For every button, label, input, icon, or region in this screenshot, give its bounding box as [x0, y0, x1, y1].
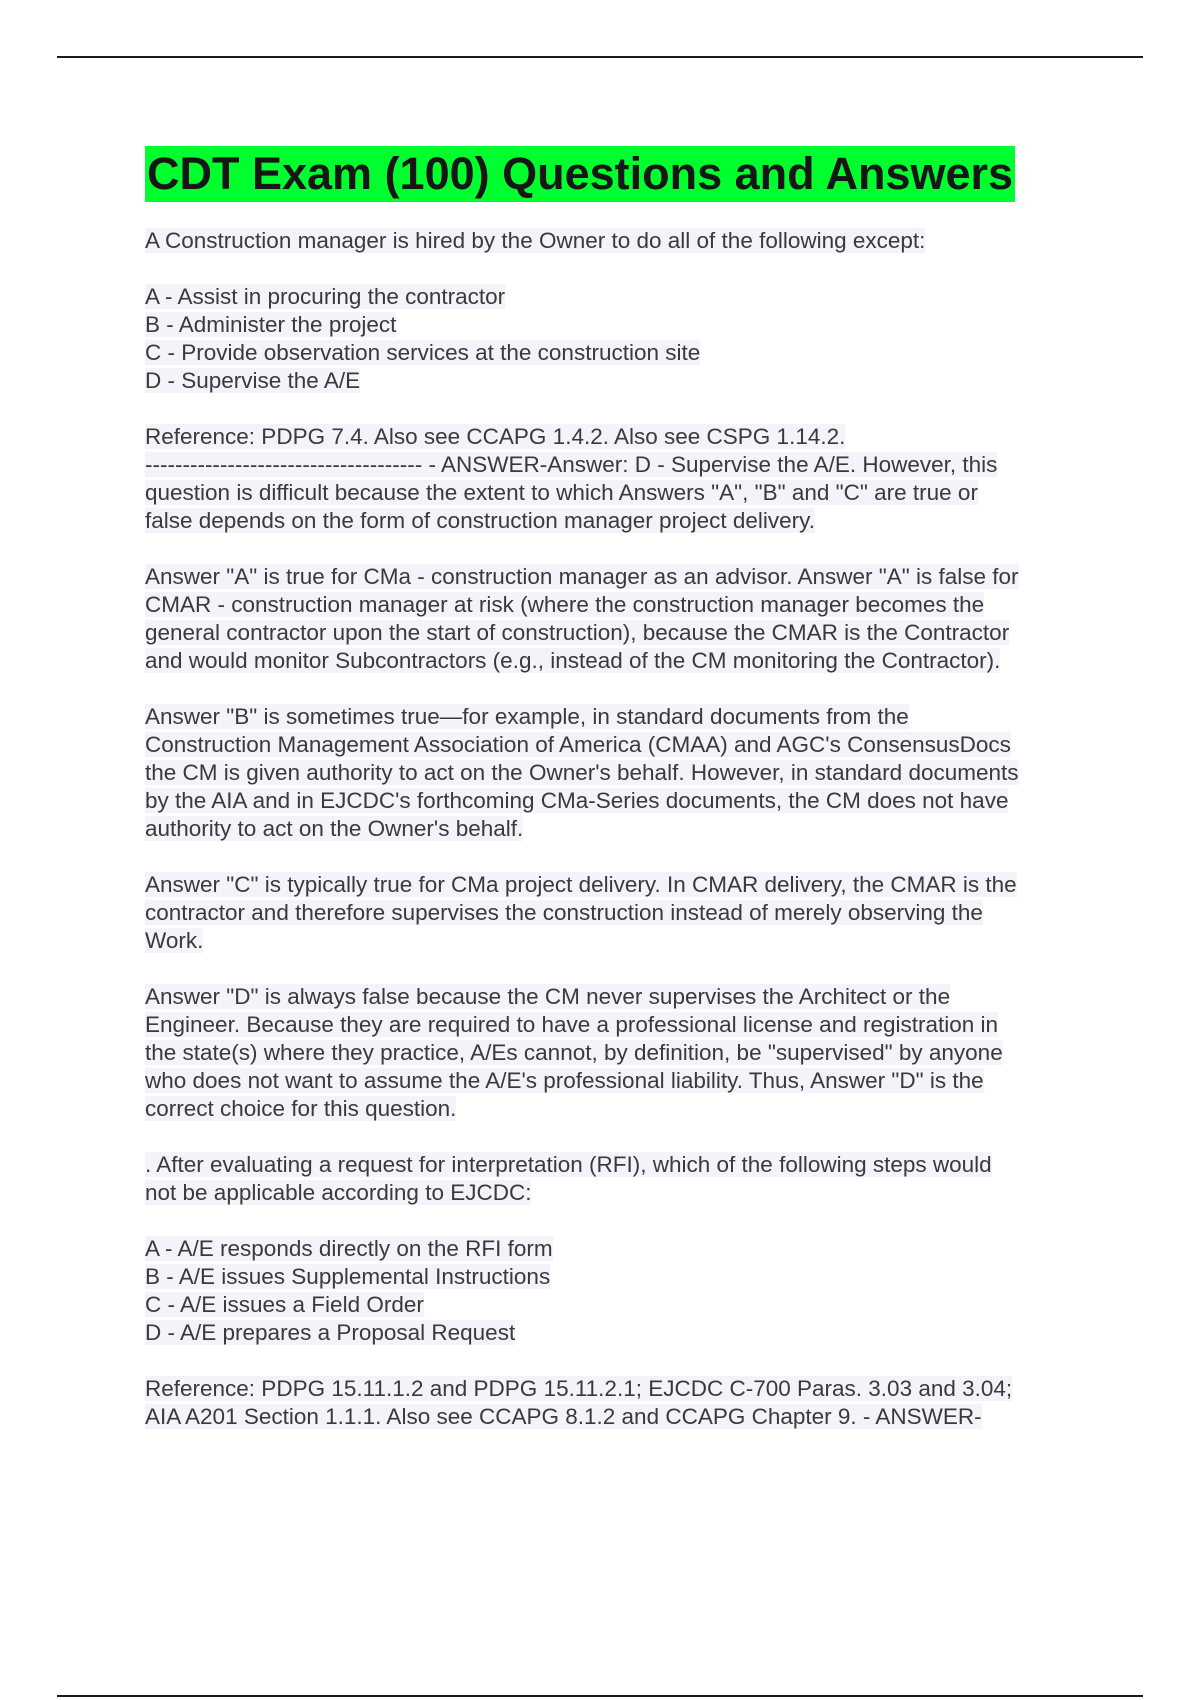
- option-b: B - A/E issues Supplemental Instructions: [145, 1264, 551, 1289]
- explanation-line: Answer "C" is typically true for CMa project delivery. In CMAR delivery, the CMAR is the: [145, 872, 1017, 897]
- explanation-line: the CM is given authority to act on the Owner's behalf. However, in standard documents: [145, 760, 1019, 785]
- explanation-line: the state(s) where they practice, A/Es cannot, by definition, be "supervised" by anyone: [145, 1040, 1003, 1065]
- question-2-options: [145, 1235, 1090, 1347]
- explanation-line: Work.: [145, 928, 204, 953]
- option-a: A - A/E responds directly on the RFI form: [145, 1236, 553, 1261]
- answer-line: false depends on the form of construction manager project delivery.: [145, 508, 815, 533]
- question-2-line: not be applicable according to EJCDC:: [145, 1180, 532, 1205]
- question-2-text: [145, 1151, 1090, 1207]
- explanation-line: Construction Management Association of America (CMAA) and AGC's ConsensusDocs: [145, 732, 1011, 757]
- explanation-line: CMAR - construction manager at risk (where the construction manager becomes the: [145, 592, 985, 617]
- reference-line: Reference: PDPG 15.11.1.2 and PDPG 15.11.2.1; EJCDC C-700 Paras. 3.03 and 3.04;: [145, 1376, 1013, 1401]
- explanation-line: Engineer. Because they are required to have a professional license and registration in: [145, 1012, 999, 1037]
- question-2-reference: [145, 1375, 1090, 1431]
- question-2-line: . After evaluating a request for interpretation (RFI), which of the following steps would: [145, 1152, 992, 1177]
- document-title: CDT Exam (100) Questions and Answers: [145, 146, 1015, 202]
- explanation-line: correct choice for this question.: [145, 1096, 457, 1121]
- explanation-line: Answer "B" is sometimes true—for example, in standard documents from the: [145, 704, 909, 729]
- option-a: A - Assist in procuring the contractor: [145, 284, 506, 309]
- question-1-options: [145, 283, 1090, 395]
- explanation-d: [145, 983, 1090, 1123]
- page-bottom-rule: [57, 1695, 1143, 1697]
- explanation-line: by the AIA and in EJCDC's forthcoming CMa-Series documents, the CM does not have: [145, 788, 1009, 813]
- answer-line: question is difficult because the extent to which Answers "A", "B" and "C" are true or: [145, 480, 978, 505]
- question-1-text: [145, 227, 1090, 255]
- explanation-line: general contractor upon the start of construction), because the CMAR is the Contractor: [145, 620, 1010, 645]
- option-c: C - A/E issues a Field Order: [145, 1292, 424, 1317]
- option-c: C - Provide observation services at the construction site: [145, 340, 701, 365]
- document-body: [145, 146, 1090, 1431]
- explanation-line: and would monitor Subcontractors (e.g., instead of the CM monitoring the Contractor).: [145, 648, 1001, 673]
- explanation-b: [145, 703, 1090, 843]
- answer-line: Reference: PDPG 7.4. Also see CCAPG 1.4.2. Also see CSPG 1.14.2.: [145, 424, 846, 449]
- explanation-line: contractor and therefore supervises the construction instead of merely observing the: [145, 900, 983, 925]
- explanation-a: [145, 563, 1090, 675]
- explanation-line: who does not want to assume the A/E's professional liability. Thus, Answer "D" is the: [145, 1068, 984, 1093]
- explanation-c: [145, 871, 1090, 955]
- explanation-line: Answer "D" is always false because the CM never supervises the Architect or the: [145, 984, 951, 1009]
- explanation-line: Answer "A" is true for CMa - construction manager as an advisor. Answer "A" is false for: [145, 564, 1019, 589]
- reference-line: AIA A201 Section 1.1.1. Also see CCAPG 8.1.2 and CCAPG Chapter 9. - ANSWER-: [145, 1404, 982, 1429]
- option-d: D - A/E prepares a Proposal Request: [145, 1320, 516, 1345]
- question-1-answer: [145, 423, 1090, 535]
- page-top-rule: [57, 56, 1143, 58]
- answer-line: ------------------------------------- - ANSWER-Answer: D - Supervise the A/E. However, this: [145, 452, 998, 477]
- option-d: D - Supervise the A/E: [145, 368, 361, 393]
- question-1-line: A Construction manager is hired by the Owner to do all of the following except:: [145, 228, 926, 253]
- option-b: B - Administer the project: [145, 312, 397, 337]
- explanation-line: authority to act on the Owner's behalf.: [145, 816, 524, 841]
